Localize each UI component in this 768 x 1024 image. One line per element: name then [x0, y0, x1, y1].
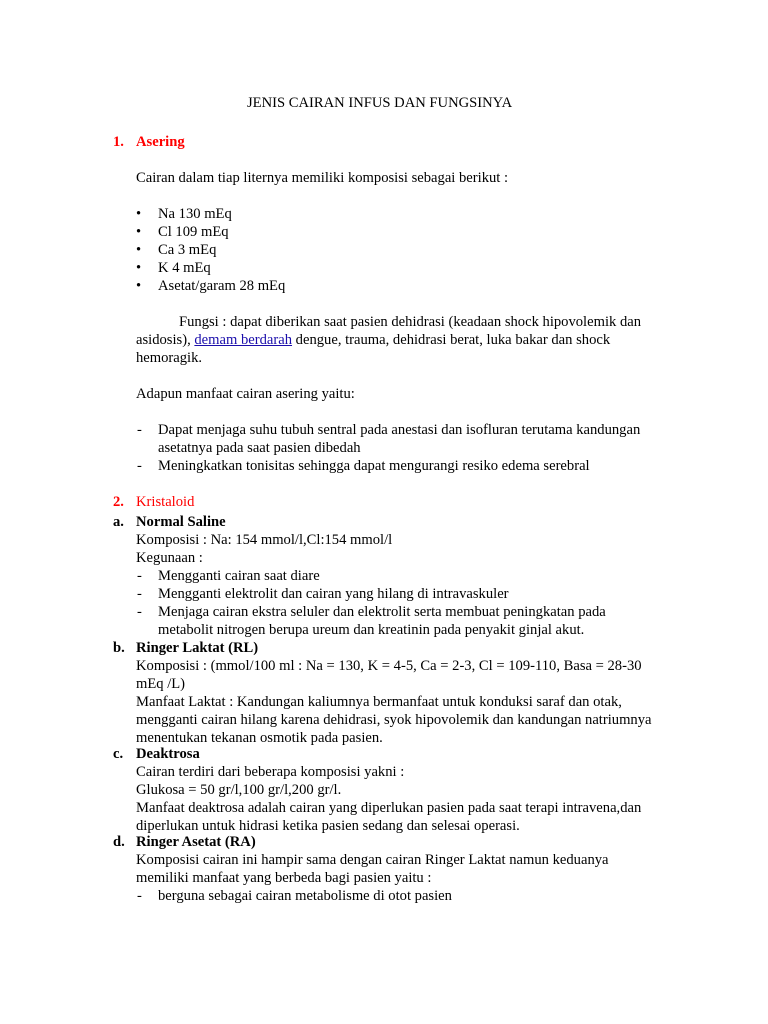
- bullet-item: Asetat/garam 28 mEq: [158, 278, 286, 294]
- demam-berdarah-link[interactable]: demam berdarah: [194, 332, 293, 348]
- section-2-number: 2.: [113, 494, 124, 510]
- bullet-item: Na 130 mEq: [158, 206, 232, 222]
- subsection-d-label: d.: [113, 834, 125, 850]
- fungsi-line-2-end: dengue, trauma, dehidrasi berat, luka bakar dan shock: [292, 332, 611, 348]
- kegunaan-item-3-line-2: metabolit nitrogen berupa ureum dan kreatinin pada penyakit ginjal akut.: [158, 622, 585, 638]
- ringer-asetat-line-1: Komposisi cairan ini hampir sama dengan cairan Ringer Laktat namun keduanya: [136, 852, 609, 868]
- ringer-laktat-line-1: Komposisi : (mmol/100 ml : Na = 130, K = 4-5, Ca = 2-3, Cl = 109-110, Basa = 28-30: [136, 658, 642, 674]
- subsection-b-title: Ringer Laktat (RL): [136, 640, 259, 656]
- kegunaan-item-2: Mengganti elektrolit dan cairan yang hilang di intravaskuler: [158, 586, 509, 602]
- fungsi-line-3: hemoragik.: [136, 350, 203, 366]
- deaktrosa-line-4: diperlukan untuk hidrasi ketika pasien sedang dan selesai operasi.: [136, 818, 520, 834]
- deaktrosa-line-1: Cairan terdiri dari beberapa komposisi yakni :: [136, 764, 405, 780]
- subsection-c-label: c.: [113, 746, 124, 762]
- ringer-laktat-line-4: mengganti cairan hilang karena dehidrasi, syok hipovolemik dan kandungan natriumnya: [136, 712, 652, 728]
- deaktrosa-line-2: Glukosa = 50 gr/l,100 gr/l,200 gr/l.: [136, 782, 342, 798]
- document-title: JENIS CAIRAN INFUS DAN FUNGSINYA: [247, 95, 513, 111]
- bullet-icon: •: [136, 224, 142, 240]
- manfaat-item-1-line-1: Dapat menjaga suhu tubuh sentral pada anestasi dan isofluran terutama kandungan: [158, 422, 641, 438]
- ringer-asetat-item: berguna sebagai cairan metabolisme di otot pasien: [158, 888, 452, 904]
- bullet-item: K 4 mEq: [158, 260, 211, 276]
- ringer-laktat-line-2: mEq /L): [136, 676, 186, 692]
- ringer-laktat-line-3: Manfaat Laktat : Kandungan kaliumnya bermanfaat untuk konduksi saraf dan otak,: [136, 694, 622, 710]
- dash-marker: -: [137, 568, 142, 584]
- dash-marker: -: [137, 586, 142, 602]
- bullet-item: Cl 109 mEq: [158, 224, 229, 240]
- bullet-item: Ca 3 mEq: [158, 242, 217, 258]
- manfaat-item-2: Meningkatkan tonisitas sehingga dapat mengurangi resiko edema serebral: [158, 458, 590, 474]
- subsection-a-title: Normal Saline: [136, 514, 226, 530]
- kegunaan-item-1: Mengganti cairan saat diare: [158, 568, 320, 584]
- section-1-number: 1.: [113, 134, 124, 150]
- bullet-icon: •: [136, 278, 142, 294]
- section-1-heading: Asering: [136, 134, 185, 150]
- normal-saline-komposisi: Komposisi : Na: 154 mmol/l,Cl:154 mmol/l: [136, 532, 393, 548]
- bullet-icon: •: [136, 206, 142, 222]
- normal-saline-kegunaan: Kegunaan :: [136, 550, 203, 566]
- ringer-asetat-line-2: memiliki manfaat yang berbeda bagi pasien yaitu :: [136, 870, 432, 886]
- section-1-intro: Cairan dalam tiap liternya memiliki komposisi sebagai berikut :: [136, 170, 509, 186]
- dash-marker: -: [137, 422, 142, 438]
- bullet-icon: •: [136, 260, 142, 276]
- dash-marker: -: [137, 458, 142, 474]
- bullet-icon: •: [136, 242, 142, 258]
- fungsi-line-1: Fungsi : dapat diberikan saat pasien dehidrasi (keadaan shock hipovolemik dan: [179, 314, 642, 330]
- dash-marker: -: [137, 604, 142, 620]
- subsection-d-title: Ringer Asetat (RA): [136, 834, 256, 850]
- kegunaan-item-3-line-1: Menjaga cairan ekstra seluler dan elektrolit serta membuat peningkatan pada: [158, 604, 606, 620]
- dash-marker: -: [137, 888, 142, 904]
- fungsi-line-2-start: asidosis),: [136, 332, 195, 348]
- subsection-a-label: a.: [113, 514, 124, 530]
- deaktrosa-line-3: Manfaat deaktrosa adalah cairan yang diperlukan pasien pada saat terapi intravena,dan: [136, 800, 642, 816]
- section-2-heading: Kristaloid: [136, 494, 195, 510]
- subsection-b-label: b.: [113, 640, 125, 656]
- manfaat-intro: Adapun manfaat cairan asering yaitu:: [136, 386, 355, 402]
- fungsi-line-2: [136, 331, 610, 349]
- ringer-laktat-line-5: menentukan tekanan osmotik pada pasien.: [136, 730, 383, 746]
- manfaat-item-1-line-2: asetatnya pada saat pasien dibedah: [158, 440, 361, 456]
- subsection-c-title: Deaktrosa: [136, 746, 200, 762]
